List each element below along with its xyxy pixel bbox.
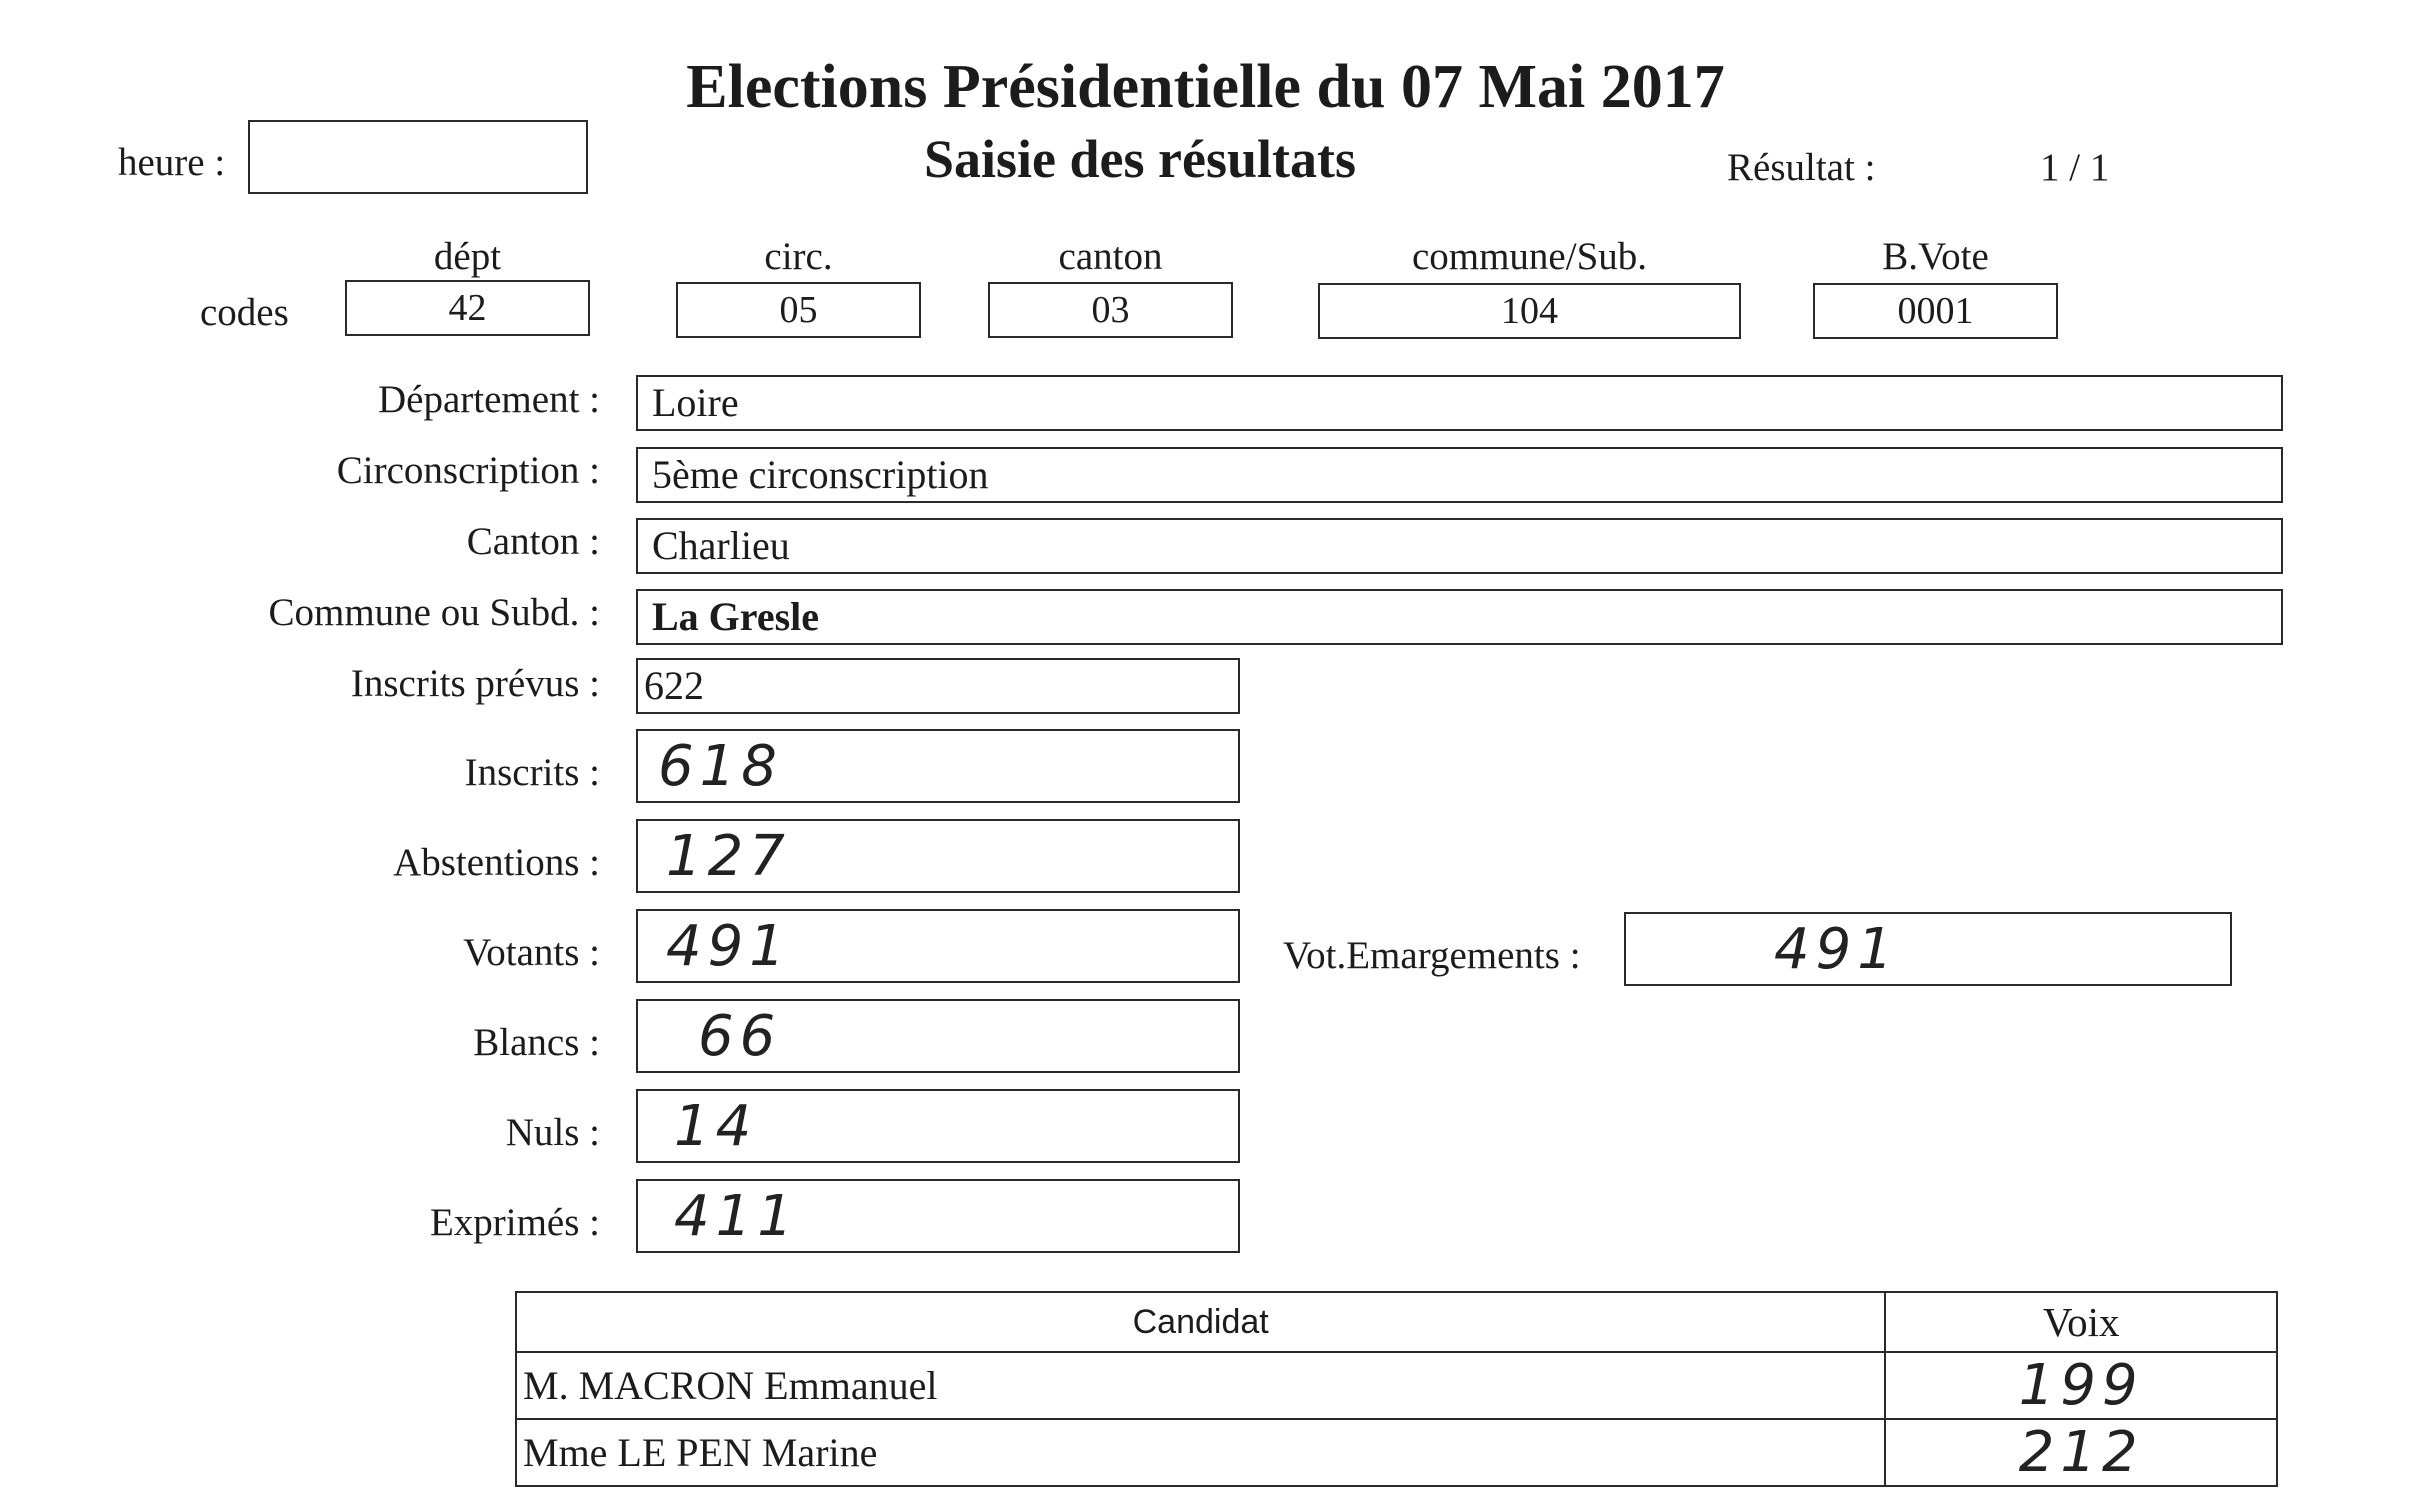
table-row: [516, 1352, 2277, 1419]
page-subtitle: Saisie des résultats: [924, 129, 1356, 189]
candidate-voix-field[interactable]: 199: [1885, 1352, 2277, 1419]
circ-code-value: 05: [779, 289, 818, 331]
codes-label: codes: [200, 291, 289, 334]
blancs-label: Blancs :: [473, 1021, 600, 1064]
circonscription-label: Circonscription :: [336, 449, 600, 492]
results-table: [515, 1291, 2278, 1487]
bvote-code-value: 0001: [1897, 290, 1974, 332]
dept-code-value: 42: [448, 287, 487, 329]
heure-field[interactable]: [248, 120, 588, 194]
commune-field[interactable]: La Gresle: [636, 589, 2283, 645]
bvote-code-field[interactable]: [1813, 283, 2058, 339]
nuls-label: Nuls :: [505, 1111, 600, 1154]
votants-field[interactable]: 491: [636, 909, 1240, 983]
inscrits-prevus-label: Inscrits prévus :: [350, 662, 600, 705]
page-title: Elections Présidentielle du 07 Mai 2017: [686, 53, 1725, 121]
canton-code-label: canton: [1058, 235, 1163, 278]
commune-label: Commune ou Subd. :: [268, 591, 600, 634]
abstentions-field[interactable]: 127: [636, 819, 1240, 893]
blancs-field[interactable]: 66: [636, 999, 1240, 1073]
exprimes-field[interactable]: 411: [636, 1179, 1240, 1253]
candidate-name-cell: M. MACRON Emmanuel: [516, 1352, 1885, 1419]
circ-code-label: circ.: [764, 235, 833, 278]
heure-label: heure :: [118, 141, 226, 184]
vot-emargements-field[interactable]: 491: [1624, 912, 2232, 986]
candidate-name-cell: Mme LE PEN Marine: [516, 1419, 1885, 1486]
candidat-column-header: Candidat: [516, 1292, 1885, 1352]
commune-code-field[interactable]: [1318, 283, 1741, 339]
voix-column-header: Voix: [1885, 1292, 2277, 1352]
candidate-voix-field[interactable]: 212: [1885, 1419, 2277, 1486]
departement-field[interactable]: Loire: [636, 375, 2283, 431]
resultat-label: Résultat :: [1727, 146, 1876, 189]
inscrits-prevus-field[interactable]: 622: [636, 658, 1240, 714]
canton-field[interactable]: Charlieu: [636, 518, 2283, 574]
commune-code-value: 104: [1501, 290, 1558, 332]
canton-label: Canton :: [466, 520, 600, 563]
circ-code-field[interactable]: [676, 282, 921, 338]
dept-code-label: dépt: [433, 235, 502, 278]
table-row: [516, 1419, 2277, 1486]
votants-label: Votants :: [463, 931, 600, 974]
commune-code-label: commune/Sub.: [1411, 235, 1648, 278]
resultat-value: 1 / 1: [2040, 146, 2110, 189]
dept-code-field[interactable]: [345, 280, 590, 336]
inscrits-label: Inscrits :: [464, 751, 600, 794]
canton-code-value: 03: [1091, 289, 1130, 331]
results-header-row: [516, 1292, 2277, 1352]
nuls-field[interactable]: 14: [636, 1089, 1240, 1163]
inscrits-field[interactable]: 618: [636, 729, 1240, 803]
circonscription-field[interactable]: 5ème circonscription: [636, 447, 2283, 503]
bvote-code-label: B.Vote: [1882, 235, 1989, 278]
canton-code-field[interactable]: [988, 282, 1233, 338]
exprimes-label: Exprimés :: [429, 1201, 600, 1244]
vot-emargements-label: Vot.Emargements :: [1283, 934, 1581, 977]
abstentions-label: Abstentions :: [393, 841, 600, 884]
departement-label: Département :: [378, 378, 600, 421]
